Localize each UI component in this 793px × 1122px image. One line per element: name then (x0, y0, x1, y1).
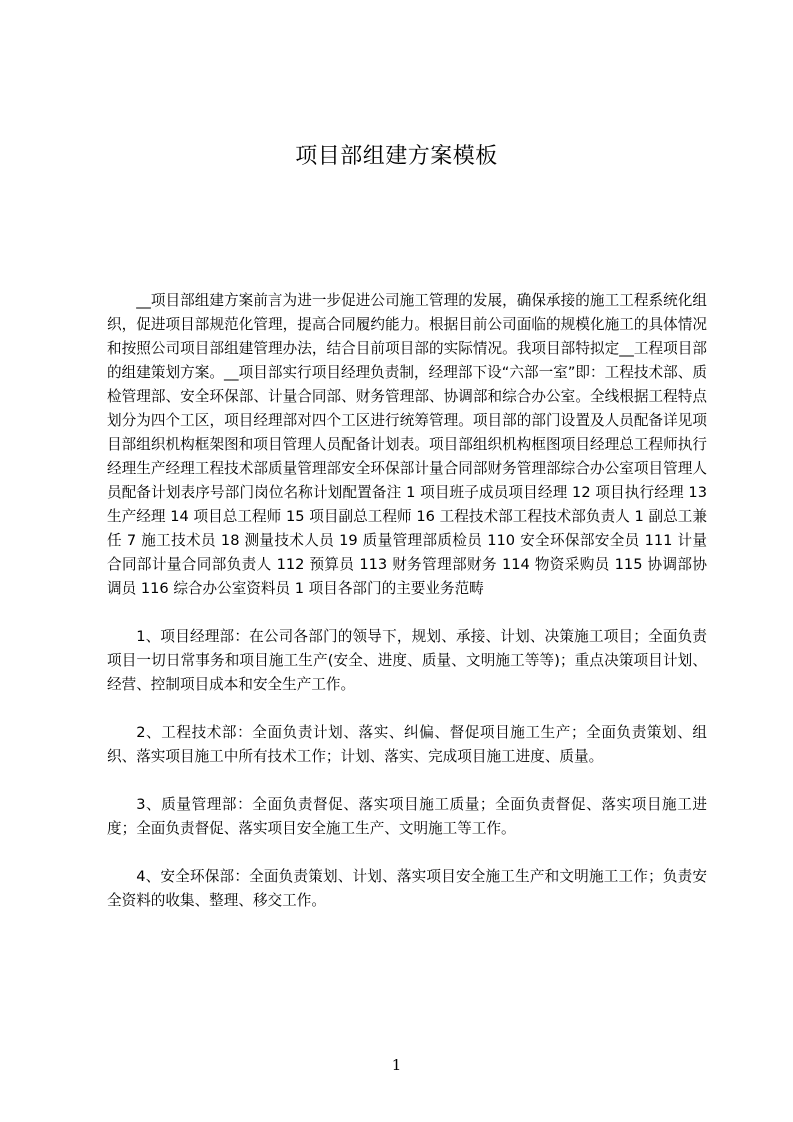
paragraph-project-manager-dept: 1、项目经理部：在公司各部门的领导下，规划、承接、计划、决策施工项目；全面负责项目一切日常事务和项目施工生产(安全、进度、质量、文明施工等等)；重点决策项目计划、经营、控制项目成本和安全生产工作。 (107, 628, 707, 693)
page-number: 1 (391, 1056, 402, 1074)
document-body (107, 289, 707, 913)
paragraph-preface: __项目部组建方案前言为进一步促进公司施工管理的发展，确保承接的施工工程系统化组织，促进项目部规范化管理，提高合同履约能力。根据目前公司面临的规模化施工的具体情况和按照公司项目部组建管理办法，结合目前项目部的实际情况。我项目部特拟定__工程项目部的组建策划方案。__项目部实行项目经理负责制，经理部下设“六部一室”即：工程技术部、质检管理部、安全环保部、计量合同部、财务管理部、协调部和综合办公室。全线根据工程特点划分为四个工区，项目经理部对四个工区进行统筹管理。项目部的部门设置及人员配备详见项目部组织机构框架图和项目管理人员配备计划表。项目部组织机构框图项目经理总工程师执行经理生产经理工程技术部质量管理部安全环保部计量合同部财务管理部综合办公室项目管理人员配备计划表序号部门岗位名称计划配置备注 1 项目班子成员项目经理 12 项目执行经理 13 生产经理 14 项目总工程师 15 项目副总工程师 16 工程技术部工程技术部负责人 1 副总工兼任 7 施工技术员 18 测量技术人员 19 质量管理部质检员 110 安全环保部安全员 111 计量合同部计量合同部负责人 112 预算员 113 财务管理部财务 114 物资采购员 115 协调部协调员 116 综合办公室资料员 1 项目各部门的主要业务范畴 (107, 292, 707, 597)
paragraph-quality-management-dept: 3、质量管理部：全面负责督促、落实项目施工质量；全面负责督促、落实项目施工进度；全面负责督促、落实项目安全施工生产、文明施工等工作。 (107, 796, 707, 837)
document-title: 项目部组建方案模板 (295, 144, 498, 169)
paragraph-engineering-tech-dept: 2、工程技术部：全面负责计划、落实、纠偏、督促项目施工生产；全面负责策划、组织、落实项目施工中所有技术工作；计划、落实、完成项目施工进度、质量。 (107, 724, 707, 765)
paragraph-safety-environment-dept: 4、安全环保部：全面负责策划、计划、落实项目安全施工生产和文明施工工作；负责安全资料的收集、整理、移交工作。 (107, 868, 707, 909)
